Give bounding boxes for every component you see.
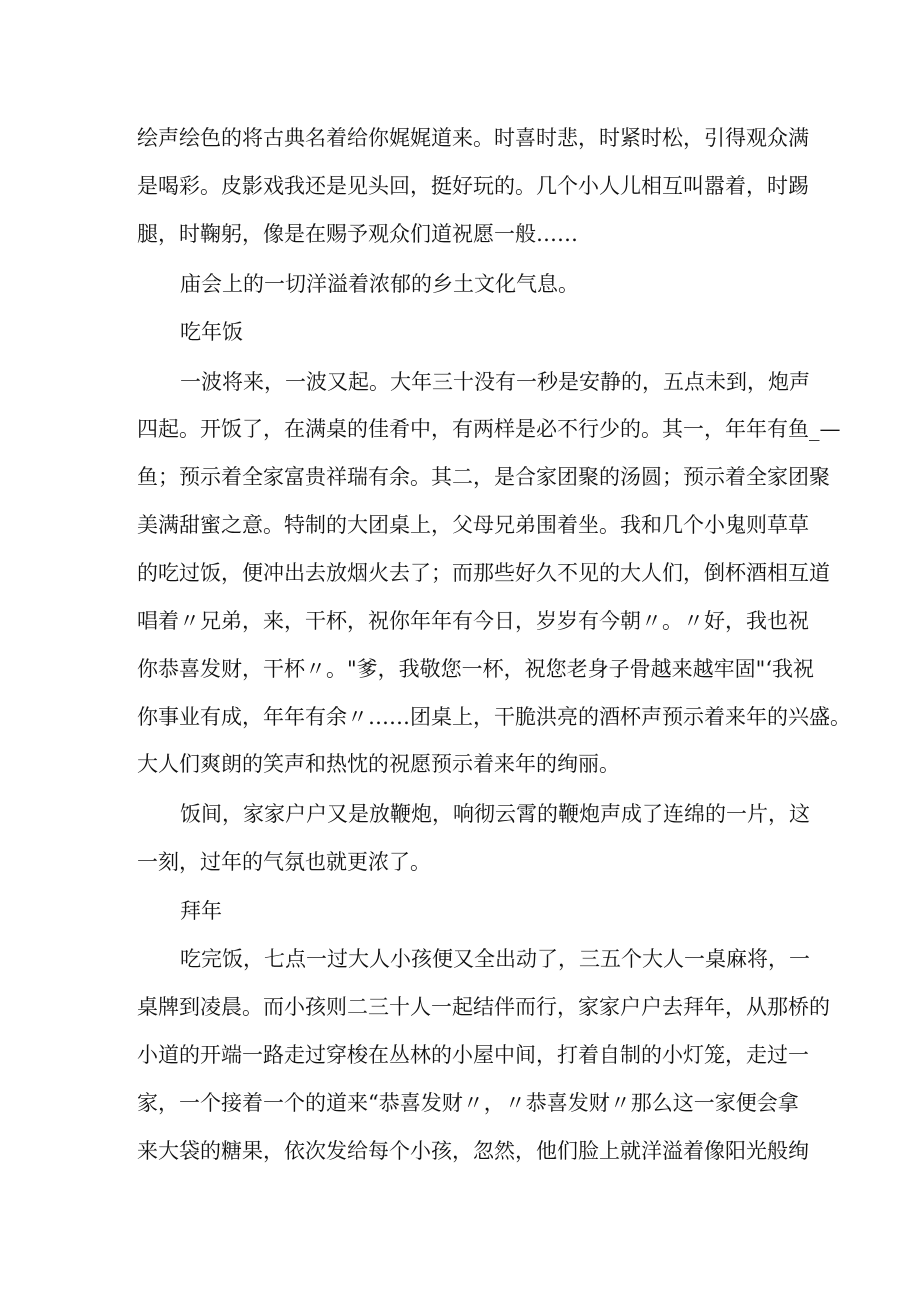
text-line: 家，一个接着一个的道来“恭喜发财〃，〃恭喜发财〃那么这一家便会拿 xyxy=(137,1091,799,1115)
section-heading: 吃年饭 xyxy=(180,320,243,344)
text-line: 来大袋的糖果，依次发给每个小孩，忽然，他们脸上就洋溢着像阳光般绚 xyxy=(137,1139,809,1163)
section-heading: 拜年 xyxy=(180,899,222,923)
text-line: 你事业有成，年年有余〃……团桌上，干脆洪亮的酒杯声预示着来年的兴盛。 xyxy=(137,705,851,729)
text-line: 的吃过饭，便冲出去放烟火去了；而那些好久不见的大人们，倒杯酒相互道 xyxy=(137,561,830,585)
text-line: 鱼；预示着全家富贵祥瑞有余。其二，是合家团聚的汤圆；预示着全家团聚 xyxy=(137,465,830,489)
text-line: 一波将来，一波又起。大年三十没有一秒是安静的，五点未到，炮声 xyxy=(180,370,810,394)
text-line: 一刻，过年的气氛也就更浓了。 xyxy=(137,850,431,874)
text-line: 大人们爽朗的笑声和热忱的祝愿预示着来年的绚丽。 xyxy=(137,752,620,776)
text-line: 绘声绘色的将古典名着给你娓娓道来。时喜时悲，时紧时松，引得观众满 xyxy=(137,126,809,150)
text-line: 是喝彩。皮影戏我还是见头回，挺好玩的。几个小人儿相互叫嚣着，时踢 xyxy=(137,174,809,198)
text-line: 庙会上的一切洋溢着浓郁的乡土文化气息。 xyxy=(180,272,579,296)
text-line: 四起。开饭了，在满桌的佳肴中，有两样是必不行少的。其一，年年有鱼_— xyxy=(137,417,841,441)
text-line: 腿，时鞠躬，像是在赐予观众们道祝愿一般…… xyxy=(137,222,578,246)
text-line: 美满甜蜜之意。特制的大团桌上，父母兄弟围着坐。我和几个小鬼则草草 xyxy=(137,513,809,537)
text-line: 饭间，家家户户又是放鞭炮，响彻云霄的鞭炮声成了连绵的一片，这 xyxy=(180,802,810,826)
text-line: 桌牌到凌晨。而小孩则二三十人一起结伴而行，家家户户去拜年，从那桥的 xyxy=(137,995,830,1019)
text-line: 吃完饭，七点一过大人小孩便又全出动了，三五个大人一桌麻将，一 xyxy=(180,947,810,971)
text-line: 小道的开端一路走过穿梭在丛林的小屋中间，打着自制的小灯笼，走过一 xyxy=(137,1043,809,1067)
text-line: 唱着〃兄弟，来，干杯，祝你年年有今日，岁岁有今朝〃。〃好，我也祝 xyxy=(137,609,809,633)
text-line: 你恭喜发财，干杯〃。"爹，我敬您一杯，祝您老身子骨越来越牢固"‘我祝 xyxy=(137,657,814,681)
